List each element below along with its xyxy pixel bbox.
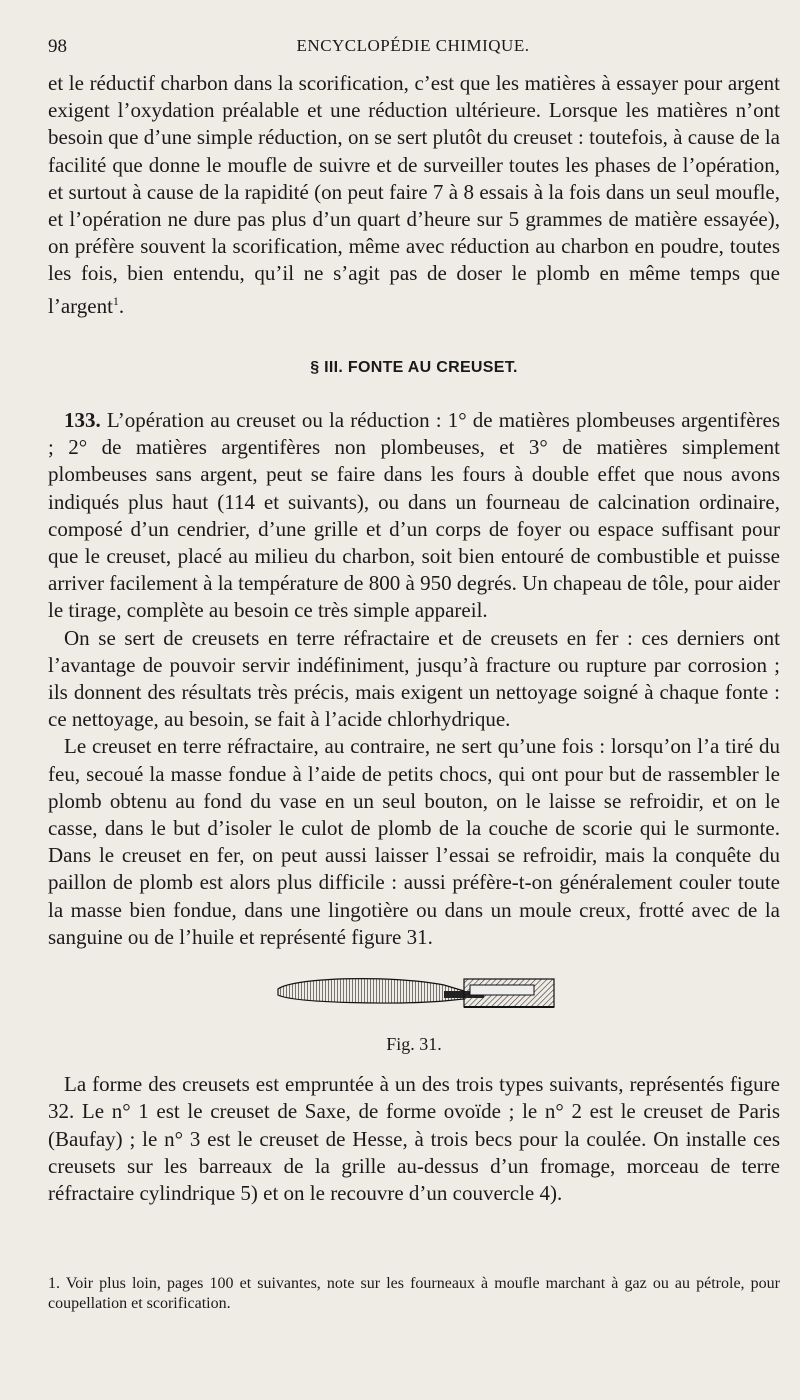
figure-31 bbox=[48, 951, 780, 1071]
paragraph-133 bbox=[48, 407, 780, 625]
page-body bbox=[48, 70, 780, 1207]
paragraph-intro bbox=[48, 70, 780, 320]
paragraph-intro-text: et le réductif charbon dans la scorification, c’est que les matières à essayer pour argent exigent l’oxydation préalable et une réduction ultérieure. Lorsque les matières n’ont besoin que d’une simple réduction, on se sert plutôt du creuset : toutefois, à cause de la facilité que donne le moufle de suivre et de surveiller toutes les phases de l’opération, et surtout à cause de la rapidité (on peut faire 7 à 8 essais à la fois dans un seul moufle, et l’opération ne dure pas plus d’un quart d’heure sur 5 grammes de matière essayée), on préfère souvent la scorification, même avec réduction au charbon en poudre, toutes les fois, bien entendu, qu’il ne s’agit pas de doser le plomb en même temps que l’argent bbox=[48, 71, 780, 318]
paragraph-terre: Le creuset en terre réfractaire, au contraire, ne sert qu’une fois : lorsqu’on l’a tiré du feu, secoué la masse fondue à l’aide de petits chocs, qui ont pour but de rassembler le plomb obtenu au fond du vase en un seul bouton, on le laisse se refroidir, et on le casse, dans le but d’isoler le culot de plomb de la couche de scorie qui le surmonte. Dans le creuset en fer, on peut aussi laisser l’essai se refroidir, mais la conquête du paillon de plomb est alors plus difficile : aussi préfère-t-on généralement couler toute la masse bien fondue, dans une lingotière ou dans un moule creux, frotté avec de la sanguine ou de l’huile et représenté figure 31. bbox=[48, 734, 780, 949]
footnote: 1. Voir plus loin, pages 100 et suivantes, note sur les fourneaux à moufle marchant à gaz ou au pétrole, pour coupellation et scorification. bbox=[48, 1275, 780, 1312]
figure-caption: Fig. 31. bbox=[386, 1034, 442, 1055]
page-number: 98 bbox=[48, 36, 67, 57]
running-head: ENCYCLOPÉDIE CHIMIQUE. bbox=[296, 36, 530, 55]
paragraph-number: 133. bbox=[64, 408, 101, 433]
page-header bbox=[48, 36, 778, 64]
paragraph-forme: La forme des creusets est empruntée à un des trois types suivants, représentés figure 32. Le n° 1 est le creuset de Saxe, de forme ovoïde ; le n° 2 est le creuset de Paris (Baufay) ; le n° 3 est le creuset de Hesse, à trois becs pour la coulée. On installe ces creusets sur les barreaux de la grille au-dessus d’un fromage, morceau de terre réfractaire cylindrique 5) et on le recouvre d’un couvercle 4). bbox=[48, 1072, 780, 1205]
section-title: § III. FONTE AU CREUSET. bbox=[310, 358, 518, 376]
paragraph-133-text: L’opération au creuset ou la réduction : 1° de matières plombeuses argentifères ; 2° de matières argentifères non plombeuses, et 3° de matières simplement plombeuses sans argent, peut se faire dans les fours à double effet que nous avons indiqués plus haut (114 et suivants), ou dans un fourneau de calcination ordinaire, composé d’un cendrier, d’une grille et d’un corps de foyer ou espace suffisant pour que le creuset, placé au milieu du charbon, soit bien entouré de combustible et puisse arriver facilement à la température de 800 à 950 degrés. Un chapeau de tôle, pour aider le tirage, complète au besoin ce très simple appareil. bbox=[48, 408, 780, 623]
paragraph-creusets: On se sert de creusets en terre réfractaire et de creusets en fer : ces derniers ont l’avantage de pouvoir servir indéfiniment, jusqu’à fracture ou rupture par corrosion ; ils donnent des résultats très précis, mais exigent un nettoyage soigné à chaque fonte : ce nettoyage, au besoin, se fait à l’acide chlorhydrique. bbox=[48, 625, 780, 732]
ingot-mold-illustration bbox=[274, 969, 564, 1019]
footnote-ref: 1 bbox=[112, 293, 119, 308]
paragraph-intro-end: . bbox=[118, 293, 125, 318]
